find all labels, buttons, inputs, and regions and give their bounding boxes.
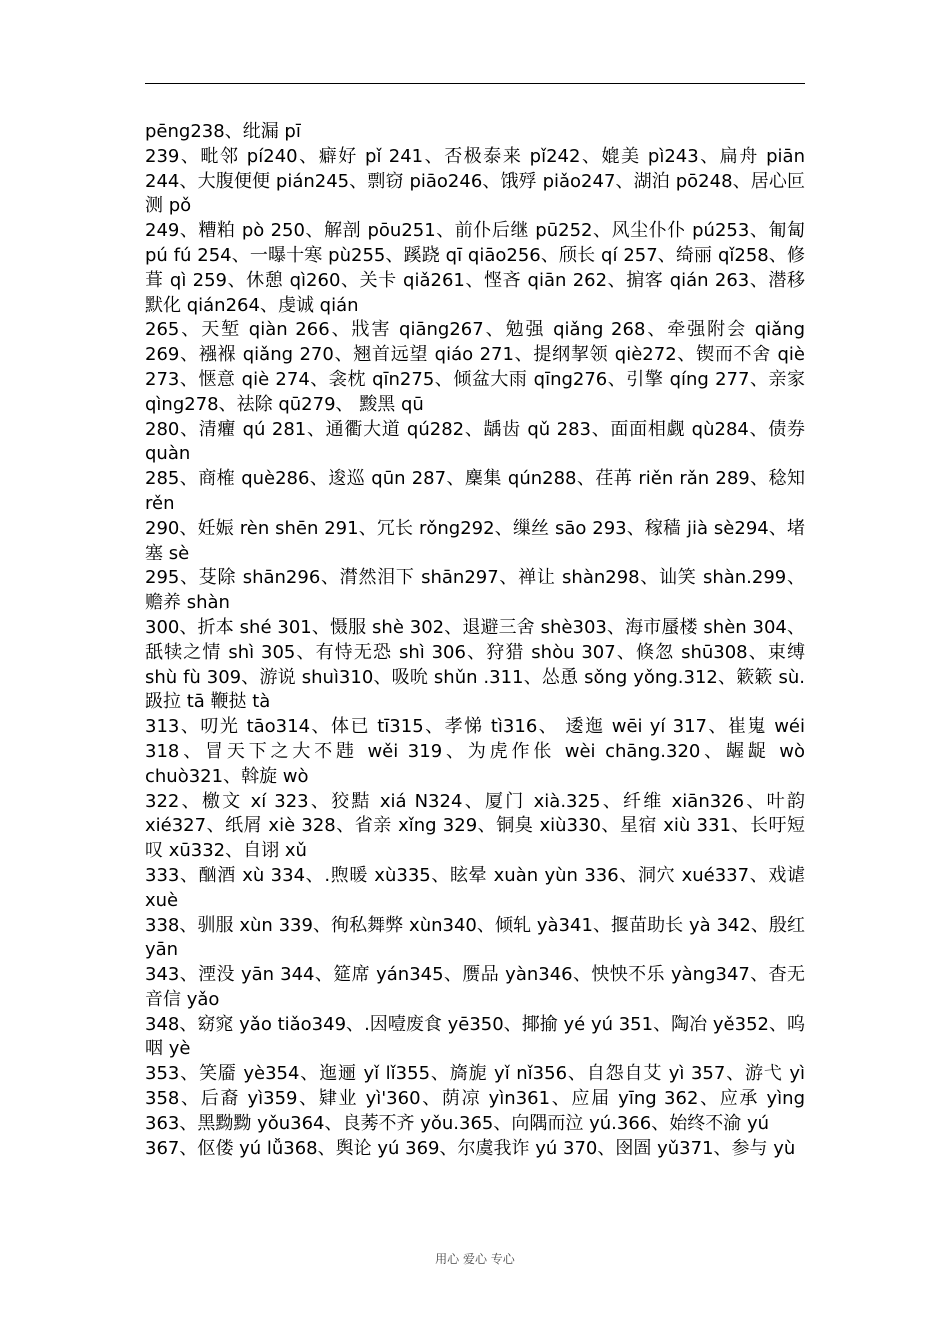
paragraph: 353、笑靥 yè354、迤逦 yǐ lǐ355、旖旎 yǐ nǐ356、自怨自艾 yì 357、游弋 yì 358、后裔 yì359、肄业 yì'360、荫凉 yìn361、应届 yīng 362、应承 yìng 363、黑黝黝 yǒu364、良莠不齐 yǒu.365、向隅而泣 yú.366、始终不渝 yú <box>145 1063 805 1134</box>
paragraph: 265、天堑 qiàn 266、戕害 qiāng267、勉强 qiǎng 268、牵强附会 qiǎng 269、襁褓 qiǎng 270、翘首远望 qiáo 271、提纲挈领 qiè272、锲而不舍 qiè 273、惬意 qiè 274、衾枕 qīn275、倾盆大雨 qīng276、引擎 qíng 277、亲家 qìng278、祛除 qū279、 黢黑 qū <box>145 319 805 415</box>
paragraph: 313、叨光 tāo314、体已 tī315、孝悌 tì316、 逶迤 wēi yí 317、崔嵬 wéi 318、冒天下之大不韪 wěi 319、为虎作伥 wèi chāng.320、龌龊 wò chuò321、斡旋 wò <box>145 716 805 787</box>
paragraph: 285、商榷 què286、逡巡 qūn 287、麇集 qún288、荏苒 riěn rǎn 289、稔知 rěn <box>145 468 805 514</box>
header-rule <box>145 83 805 84</box>
document-body <box>145 120 805 1161</box>
paragraph: 249、糟粕 pò 250、解剖 pōu251、前仆后继 pū252、风尘仆仆 pú253、匍匐 pú fú 254、一曝十寒 pù255、蹊跷 qī qiāo256、颀长 qí 257、绮丽 qǐ258、修葺 qì 259、休憩 qì260、关卡 qiǎ261、悭吝 qiān 262、掮客 qián 263、潜移默化 qián264、虔诚 qián <box>145 220 805 316</box>
paragraph: 343、湮没 yān 344、筵席 yán345、赝品 yàn346、怏怏不乐 yàng347、杳无音信 yǎo <box>145 964 805 1010</box>
paragraph: 367、伛偻 yú lǚ368、舆论 yú 369、尔虞我诈 yú 370、囹圄 yǔ371、参与 yù <box>145 1137 796 1159</box>
page-footer: 用心 爱心 专心 <box>435 1252 515 1266</box>
paragraph: 338、驯服 xùn 339、徇私舞弊 xùn340、倾轧 yà341、揠苗助长 yà 342、殷红 yān <box>145 914 805 961</box>
paragraph: 333、酗酒 xù 334、.煦暖 xù335、眩晕 xuàn yùn 336、洞穴 xué337、戏谑 xuè <box>145 864 805 911</box>
paragraph: 300、折本 shé 301、慑服 shè 302、退避三舍 shè303、海市蜃楼 shèn 304、舐犊之情 shì 305、有恃无恐 shì 306、狩猎 shòu 307、倏忽 shū308、束缚 shù fù 309、游说 shuì310、吸吮 shǔn .311、怂恿 sǒng yǒng.312、簌簌 sù.趿拉 tā 鞭挞 tà <box>145 616 805 713</box>
paragraph: 322、檄文 xí 323、狡黠 xiá N324、厦门 xià.325、纤维 xiān326、叶韵 xié327、纸屑 xiè 328、省亲 xǐng 329、铜臭 xiù330、星宿 xiù 331、长吁短叹 xū332、自诩 xǔ <box>145 790 805 862</box>
paragraph: 348、窈窕 yǎo tiǎo349、.因噎废食 yē350、揶揄 yé yú 351、陶冶 yě352、呜咽 yè <box>145 1013 805 1060</box>
paragraph: pēng238、纰漏 pī <box>145 121 301 142</box>
paragraph: 280、清癯 qú 281、通衢大道 qú282、龋齿 qǔ 283、面面相觑 qù284、债券 quàn <box>145 418 805 465</box>
paragraph: 239、毗邻 pí240、癖好 pǐ 241、否极泰来 pǐ242、媲美 pì243、扁舟 piān 244、大腹便便 pián245、剽窃 piāo246、饿殍 piǎo247、湖泊 pō248、居心叵测 pǒ <box>145 145 805 217</box>
paragraph: 290、妊娠 rèn shēn 291、冗长 rǒng292、缫丝 sāo 293、稼穑 jià sè294、堵塞 sè <box>145 517 805 564</box>
paragraph: 295、芟除 shān296、潸然泪下 shān297、禅让 shàn298、讪笑 shàn.299、赡养 shàn <box>145 567 805 614</box>
